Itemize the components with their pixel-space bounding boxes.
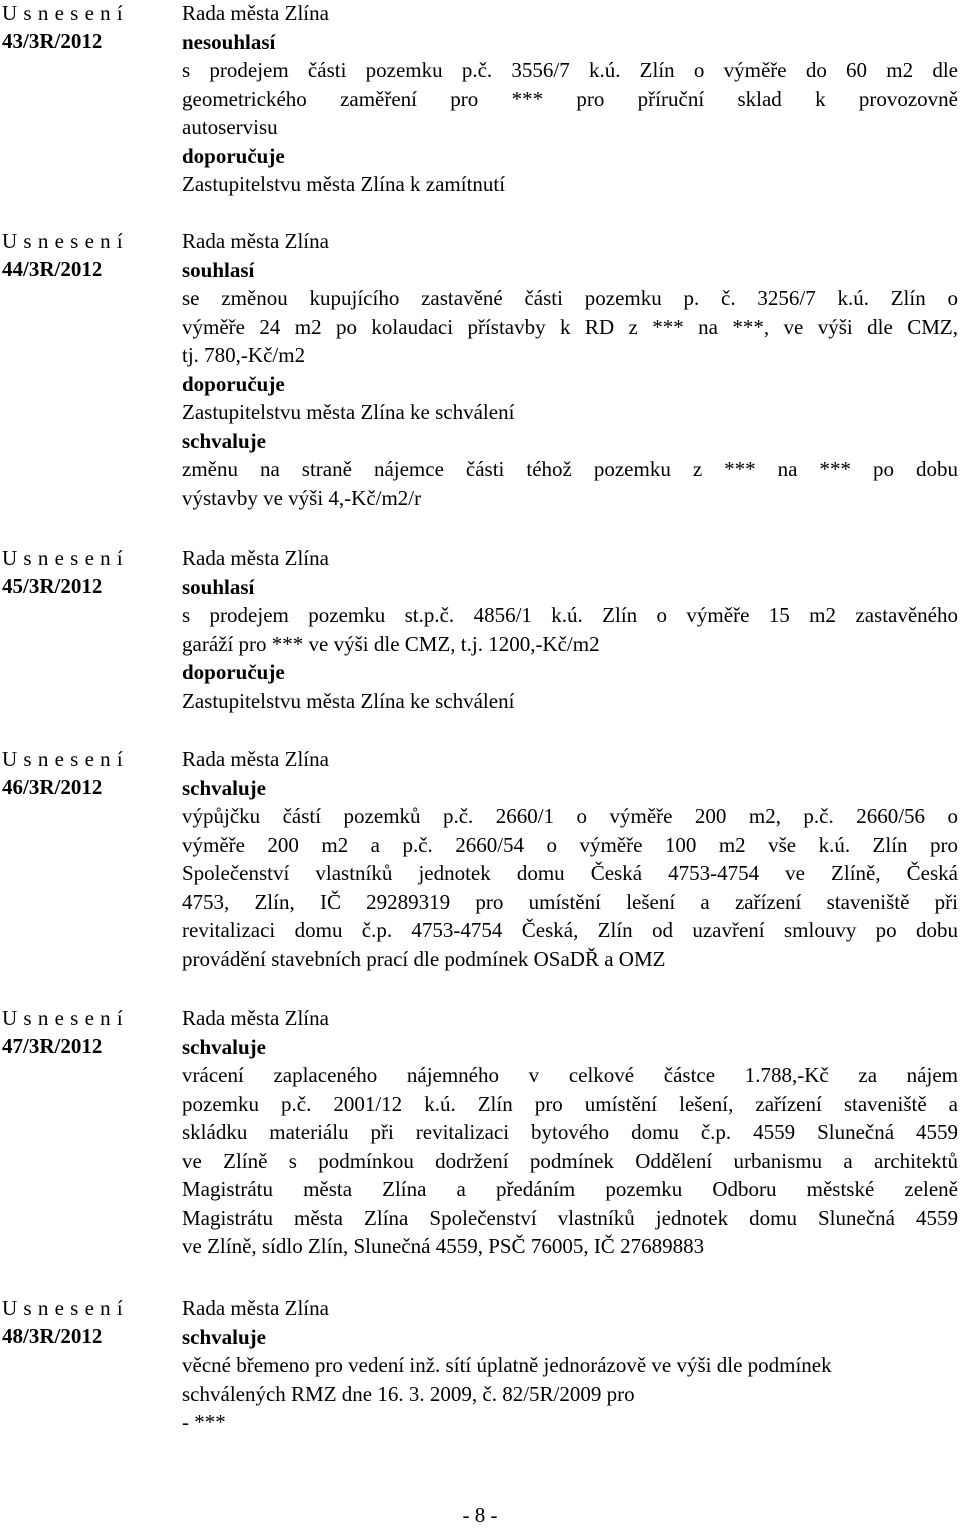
body-line: schvaluje bbox=[182, 775, 266, 800]
body-line: provádění stavebních prací dle podmínek OSaDŘ a OMZ bbox=[182, 946, 666, 971]
resolution-heading: U s n e s e n í bbox=[2, 546, 124, 570]
body-line: doporučuje bbox=[182, 371, 285, 396]
body-line: schvaluje bbox=[182, 1034, 266, 1059]
resolution-body bbox=[182, 745, 958, 973]
body-line: autoservisu bbox=[182, 115, 278, 139]
body-line: garáží pro *** ve výši dle CMZ, t.j. 1200,-Kč/m2 bbox=[182, 631, 600, 656]
body-line: výměře 24 m2 po kolaudaci přístavby k RD z *** na ***, ve výši dle CMZ, bbox=[182, 314, 958, 339]
body-line: Zastupitelstvu města Zlína ke schválení bbox=[182, 688, 515, 713]
resolution-body bbox=[182, 0, 958, 199]
resolution-number: 45/3R/2012 bbox=[2, 574, 103, 598]
resolution-body bbox=[182, 1004, 958, 1261]
body-line: ve Zlíně s podmínkou dodržení podmínek Oddělení urbanismu a architektů bbox=[182, 1148, 958, 1173]
body-line: Rada města Zlína bbox=[182, 1, 329, 25]
resolution-number: 43/3R/2012 bbox=[2, 29, 103, 53]
body-line: vrácení zaplaceného nájemného v celkové částce 1.788,-Kč za nájem bbox=[182, 1063, 958, 1087]
body-line: geometrického zaměření pro *** pro příruční sklad k provozovně bbox=[182, 86, 958, 111]
body-line: s prodejem části pozemku p.č. 3556/7 k.ú. Zlín o výměře do 60 m2 dle bbox=[182, 58, 958, 82]
body-line: revitalizaci domu č.p. 4753-4754 Česká, Zlín od uzavření smlouvy po dobu bbox=[182, 918, 958, 942]
body-line: výpůjčku částí pozemků p.č. 2660/1 o výměře 200 m2, p.č. 2660/56 o bbox=[182, 804, 958, 828]
body-line: souhlasí bbox=[182, 574, 255, 599]
body-line: Magistrátu města Zlína a předáním pozemku Odboru městské zeleně bbox=[182, 1177, 958, 1201]
body-line: schvaluje bbox=[182, 428, 266, 453]
resolution-label bbox=[2, 544, 172, 600]
resolution-body bbox=[182, 227, 958, 512]
body-line: výstavby ve výši 4,-Kč/m2/r bbox=[182, 485, 422, 510]
resolution-body bbox=[182, 544, 958, 715]
resolution-number: 44/3R/2012 bbox=[2, 257, 103, 281]
body-line: Společenství vlastníků jednotek domu Česká 4753-4754 ve Zlíně, Česká bbox=[182, 861, 958, 885]
body-line: souhlasí bbox=[182, 257, 255, 282]
body-line: Rada města Zlína bbox=[182, 1296, 329, 1320]
resolution-heading: U s n e s e n í bbox=[2, 1296, 124, 1320]
body-line: tj. 780,-Kč/m2 bbox=[182, 343, 306, 367]
resolution-heading: U s n e s e n í bbox=[2, 1006, 124, 1030]
body-line: 4753, Zlín, IČ 29289319 pro umístění lešení a zařízení staveniště při bbox=[182, 889, 958, 914]
resolution-heading: U s n e s e n í bbox=[2, 1, 124, 25]
body-line: ve Zlíně, sídlo Zlín, Slunečná 4559, PSČ 76005, IČ 27689883 bbox=[182, 1234, 705, 1258]
resolution-label bbox=[2, 1004, 172, 1060]
resolution-label bbox=[2, 745, 172, 801]
body-line: skládku materiálu při revitalizaci bytového domu č.p. 4559 Slunečná 4559 bbox=[182, 1120, 958, 1144]
resolution-label bbox=[2, 1294, 172, 1350]
body-line: věcné břemeno pro vedení inž. sítí úplatně jednorázově ve výši dle podmínek bbox=[182, 1353, 832, 1377]
body-line: schválených RMZ dne 16. 3. 2009, č. 82/5R/2009 pro bbox=[182, 1381, 635, 1406]
body-line: Rada města Zlína bbox=[182, 1006, 329, 1030]
page-number: - 8 - bbox=[462, 1503, 498, 1527]
body-line: s prodejem pozemku st.p.č. 4856/1 k.ú. Zlín o výměře 15 m2 zastavěného bbox=[182, 603, 958, 627]
body-line: Magistrátu města Zlína Společenství vlastníků jednotek domu Slunečná 4559 bbox=[182, 1205, 958, 1230]
body-line: pozemku p.č. 2001/12 k.ú. Zlín pro umístění lešení, zařízení staveniště a bbox=[182, 1091, 958, 1116]
body-line: doporučuje bbox=[182, 143, 285, 168]
resolution-heading: U s n e s e n í bbox=[2, 747, 124, 771]
body-line: nesouhlasí bbox=[182, 29, 276, 54]
body-line: Rada města Zlína bbox=[182, 229, 329, 253]
body-line: Rada města Zlína bbox=[182, 546, 329, 570]
body-line: Rada města Zlína bbox=[182, 747, 329, 771]
resolution-number: 46/3R/2012 bbox=[2, 775, 103, 799]
body-line: - *** bbox=[182, 1410, 226, 1434]
body-line: změnu na straně nájemce části téhož pozemku z *** na *** po dobu bbox=[182, 457, 958, 481]
body-line: Zastupitelstvu města Zlína ke schválení bbox=[182, 400, 515, 424]
resolution-label bbox=[2, 0, 172, 55]
body-line: Zastupitelstvu města Zlína k zamítnutí bbox=[182, 172, 506, 196]
resolution-body bbox=[182, 1294, 958, 1437]
body-line: schvaluje bbox=[182, 1324, 266, 1349]
resolution-number: 47/3R/2012 bbox=[2, 1034, 103, 1058]
body-line: se změnou kupujícího zastavěné části pozemku p. č. 3256/7 k.ú. Zlín o bbox=[182, 286, 958, 310]
resolution-label bbox=[2, 227, 172, 283]
body-line: doporučuje bbox=[182, 660, 285, 684]
resolution-heading: U s n e s e n í bbox=[2, 229, 124, 253]
body-line: výměře 200 m2 a p.č. 2660/54 o výměře 100 m2 vše k.ú. Zlín pro bbox=[182, 832, 958, 857]
resolution-number: 48/3R/2012 bbox=[2, 1324, 103, 1348]
